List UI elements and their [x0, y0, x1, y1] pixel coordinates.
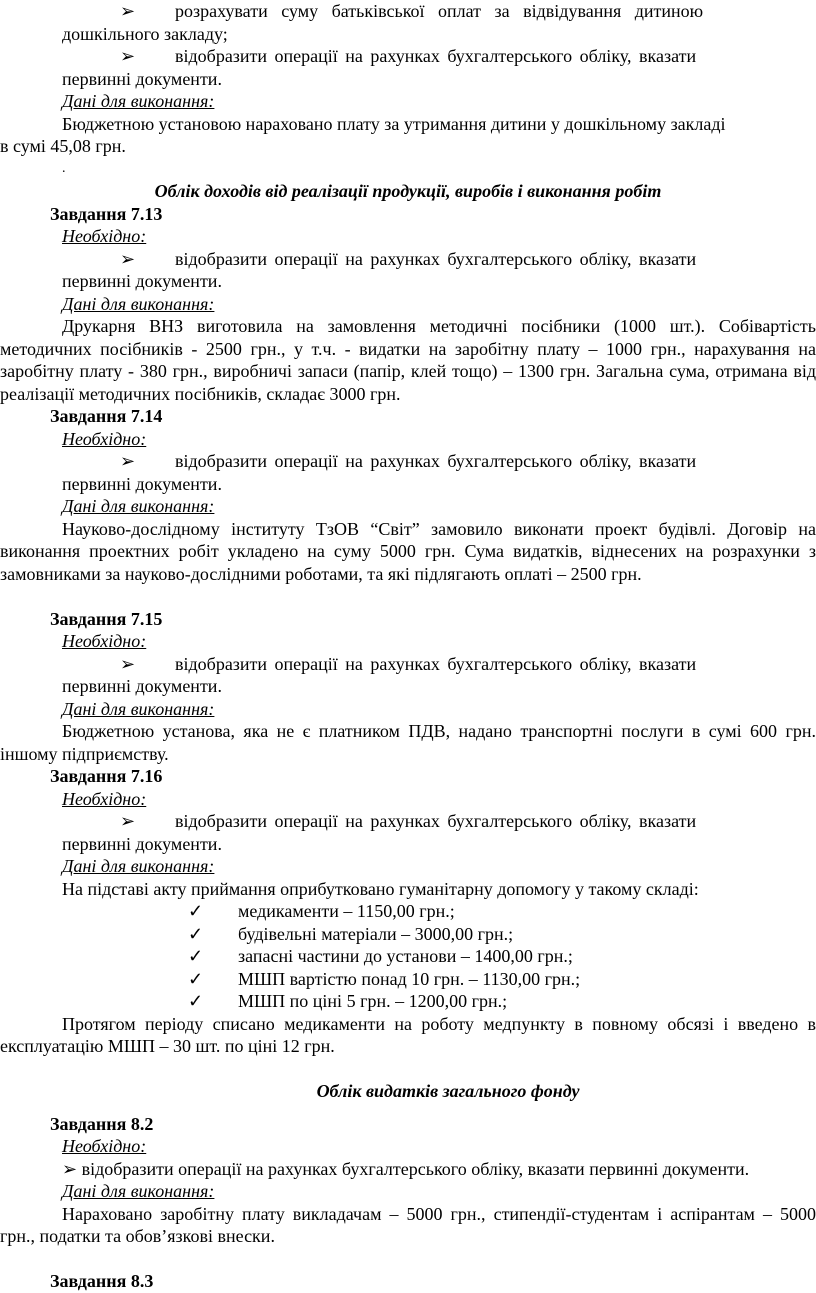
spacer	[0, 1058, 816, 1081]
need-label-row	[0, 428, 816, 451]
data-label-row	[0, 495, 816, 518]
intro-bullet-1-cont: дошкільного закладу;	[62, 23, 228, 44]
arrow-bullet-icon: ➢	[120, 653, 136, 674]
need-label: Необхідно:	[62, 631, 147, 651]
data-label: Дані для виконання:	[62, 856, 215, 876]
check-icon: ✓	[188, 923, 204, 944]
spacer	[0, 1248, 816, 1271]
task-7-15-data: Бюджетною установа, яка не є платником ПДВ, надано транспортні послуги в сумі 600 грн. іншому підприємству.	[0, 721, 816, 764]
checklist-item-text: будівельні матеріали – 3000,00 грн.;	[238, 923, 514, 944]
intro-data-line-b: в сумі 45,08 грн.	[0, 136, 126, 156]
task-7-15-bullet-text: відобразити операції на рахунках бухгалтерського обліку, вказати	[175, 653, 697, 674]
checklist-item-text: запасні частини до установи – 1400,00 грн.;	[238, 946, 573, 966]
intro-data-label-row	[0, 90, 816, 113]
arrow-bullet-icon: ➢	[120, 1, 136, 21]
spacer	[0, 585, 816, 608]
data-label: Дані для виконання:	[62, 698, 215, 719]
need-label-row	[0, 788, 816, 811]
task-7-13-bullet-text: відобразити операції на рахунках бухгалтерського обліку, вказати	[175, 248, 697, 269]
data-label-row	[0, 293, 816, 316]
arrow-bullet-icon: ➢	[120, 248, 136, 269]
task-8-2-bullet	[0, 1158, 816, 1181]
check-icon: ✓	[188, 991, 204, 1011]
intro-bullet-1	[0, 0, 816, 23]
checklist-item	[0, 945, 816, 968]
task-7-13-data: Друкарня ВНЗ виготовила на замовлення методичні посібники (1000 шт.). Собівартість методичних посібників - 2500 грн., у т.ч. - видатки на заробітну плату – 1000 грн., нарахування на заробітну плату - 380 грн., виробничі запаси (папір, клей тощо) – 1300 грн. Загальна сума, отримана від реалізації методичних посібників, складає 3000 грн.	[0, 316, 816, 404]
arrow-bullet-icon: ➢	[120, 451, 136, 471]
data-label: Дані для виконання:	[62, 496, 215, 516]
task-7-14-data: Науково-дослідному інституту ТзОВ “Світ” замовило виконати проект будівлі. Договір на виконання проектних робіт укладено на суму 5000 грн. Сума видатків, віднесених на розрахунки з замовниками за науково-дослідними роботами, та які підлягають оплаті – 2500 грн.	[0, 518, 816, 584]
task-title-8-3: Завдання 8.3	[50, 1271, 154, 1291]
task-title-7-14: Завдання 7.14	[50, 406, 163, 426]
need-label: Необхідно:	[62, 1136, 147, 1156]
checklist-item-text: МШП по ціні 5 грн. – 1200,00 грн.;	[238, 991, 508, 1011]
data-label-row	[0, 855, 816, 878]
task-7-16-bullet	[0, 810, 816, 833]
intro-bullet-2	[0, 45, 816, 68]
need-label: Необхідно:	[62, 428, 147, 449]
intro-data-line-a: Бюджетною установою нараховано плату за утримання дитини у дошкільному закладі	[62, 113, 726, 134]
task-7-16-bullet-text: відобразити операції на рахунках бухгалтерського обліку, вказати	[175, 811, 697, 831]
task-7-16-data-end: Протягом періоду списано медикаменти на роботу медпункту в повному обсязі і введено в експлуатацію МШП – 30 шт. по ціні 12 грн.	[0, 1013, 816, 1056]
task-7-13-bullet	[0, 248, 816, 271]
checklist-item-text: МШП вартістю понад 10 грн. – 1130,00 грн.;	[238, 968, 581, 989]
need-label: Необхідно:	[62, 226, 147, 246]
data-label-row	[0, 698, 816, 721]
task-7-15-bullet	[0, 653, 816, 676]
task-8-2-data: Нараховано заробітну плату викладачам – 5000 грн., стипендії-студентам і аспірантам – 5000 грн., податки та обов’язкові внески.	[0, 1203, 816, 1246]
need-label-row	[0, 225, 816, 248]
task-title-8-2: Завдання 8.2	[50, 1113, 154, 1134]
intro-bullet-2-cont: первинні документи.	[62, 68, 222, 89]
need-label-row	[0, 630, 816, 653]
check-icon: ✓	[188, 901, 204, 921]
intro-bullet-2-text-a: відобразити операції на рахунках бухгалтерського обліку, вказати	[175, 46, 697, 66]
section-heading-revenue: Облік доходів від реалізації продукції, виробів і виконання робіт	[154, 181, 662, 201]
check-icon: ✓	[188, 946, 204, 966]
arrow-bullet-icon: ➢	[120, 46, 136, 66]
checklist-item	[0, 990, 816, 1013]
check-icon: ✓	[188, 968, 204, 989]
checklist-item-text: медикаменти – 1150,00 грн.;	[238, 901, 455, 921]
arrow-bullet-icon: ➢	[62, 1158, 78, 1179]
task-title-7-15: Завдання 7.15	[50, 608, 163, 629]
checklist-item	[0, 968, 816, 991]
checklist-item	[0, 923, 816, 946]
task-7-13-bullet-cont: первинні документи.	[62, 271, 222, 291]
data-label: Дані для виконання:	[62, 1181, 215, 1201]
intro-bullet-1-text-a: розрахувати суму батьківської оплат за відвідування дитиною	[175, 1, 704, 21]
checklist-item	[0, 900, 816, 923]
need-label: Необхідно:	[62, 788, 147, 809]
data-label-row	[0, 1180, 816, 1203]
task-title-7-16: Завдання 7.16	[50, 766, 163, 786]
task-8-2-bullet-text: відобразити операції на рахунках бухгалтерського обліку, вказати первинні документи.	[81, 1158, 750, 1179]
task-7-16-data-intro: На підставі акту приймання оприбутковано гуманітарну допомогу у такому складі:	[62, 878, 699, 899]
data-label: Дані для виконання:	[62, 91, 215, 111]
task-7-14-bullet	[0, 450, 816, 473]
task-title-7-13: Завдання 7.13	[50, 203, 163, 224]
spacer	[0, 1103, 816, 1113]
section-heading-expenses: Облік видатків загального фонду	[316, 1081, 580, 1101]
intro-dot: .	[62, 160, 66, 176]
need-label-row	[0, 1135, 816, 1158]
task-7-14-bullet-text: відобразити операції на рахунках бухгалтерського обліку, вказати	[175, 451, 697, 471]
task-7-15-bullet-cont: первинні документи.	[62, 676, 222, 696]
data-label: Дані для виконання:	[62, 293, 215, 314]
task-7-16-bullet-cont: первинні документи.	[62, 833, 222, 854]
arrow-bullet-icon: ➢	[120, 811, 136, 831]
task-7-14-bullet-cont: первинні документи.	[62, 473, 222, 494]
